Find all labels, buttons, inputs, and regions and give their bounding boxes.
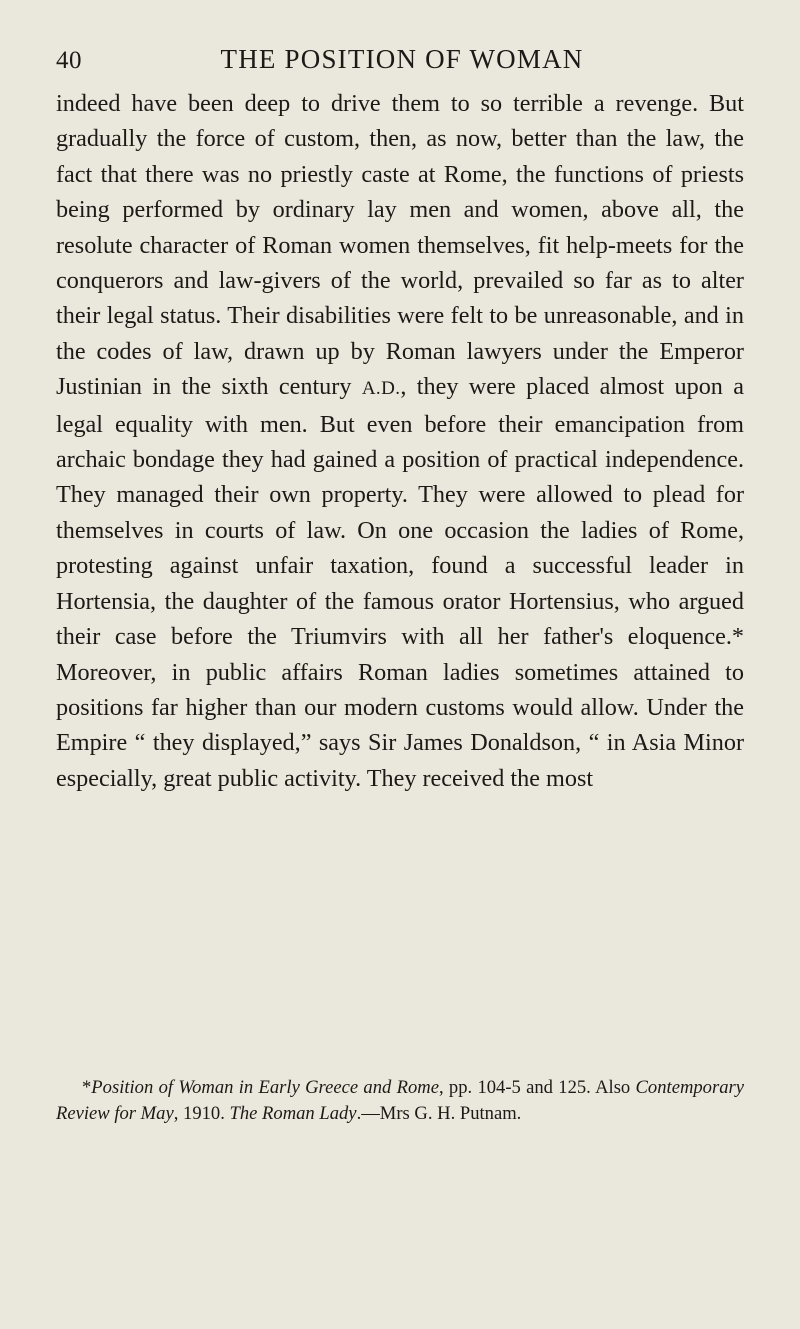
page-number: 40 [56,47,82,74]
footnote-title-2: Contemporary Review for May [56,1077,744,1124]
footnote-text [56,1075,744,1127]
body-text [56,86,744,796]
paragraph-part-2: , they were placed almost upon a legal equality with men. But even before their emancipation from archaic bondage they had gained a position of practical independence. They managed their own property. They were allowed to plead for themselves in courts of law. On one occasion the ladies of Rome, protesting against unfair taxation, found a successful leader in Hortensia, the daughter of the famous orator Hortensius, who argued their case before the Triumvirs with all her father's eloquence.* Moreover, in public affairs Roman ladies sometimes attained to positions far higher than our modern customs would allow. Under the Empire “ they displayed,” says Sir James Donaldson, “ in Asia Minor especially, great public activity. They received the most [56,373,745,792]
footnote [56,1075,744,1127]
running-head: THE POSITION OF WOMAN [220,44,584,74]
footnote-title-3: The Roman Lady [229,1103,357,1124]
footnote-ref-1: , pp. 104-5 and 125. Also [438,1077,636,1098]
footnote-marker: * [82,1077,92,1098]
footnote-ref-2: , 1910. [173,1103,230,1124]
page-header [56,44,744,75]
paragraph-part-1: indeed have been deep to drive them to so terrible a revenge. But gradually the force of custom, then, as now, better than the law, the fact that there was no priestly caste at Rome, the functions of priests being performed by ordinary lay men and women, above all, the resolute character of Roman women themselves, fit help-meets for the conquerors and law-givers of the world, prevailed so far as to alter their legal status. Their disabilities were felt to be unreasonable, and in the codes of law, drawn up by Roman lawyers under the Emperor Justinian in the sixth century [56,90,744,401]
paragraph-main [56,86,744,796]
era-small-caps: A.D. [361,378,401,400]
footnote-ref-3: .—Mrs G. H. Putnam. [356,1103,522,1124]
footnote-title-1: Position of Woman in Early Greece and Rome [91,1077,439,1098]
